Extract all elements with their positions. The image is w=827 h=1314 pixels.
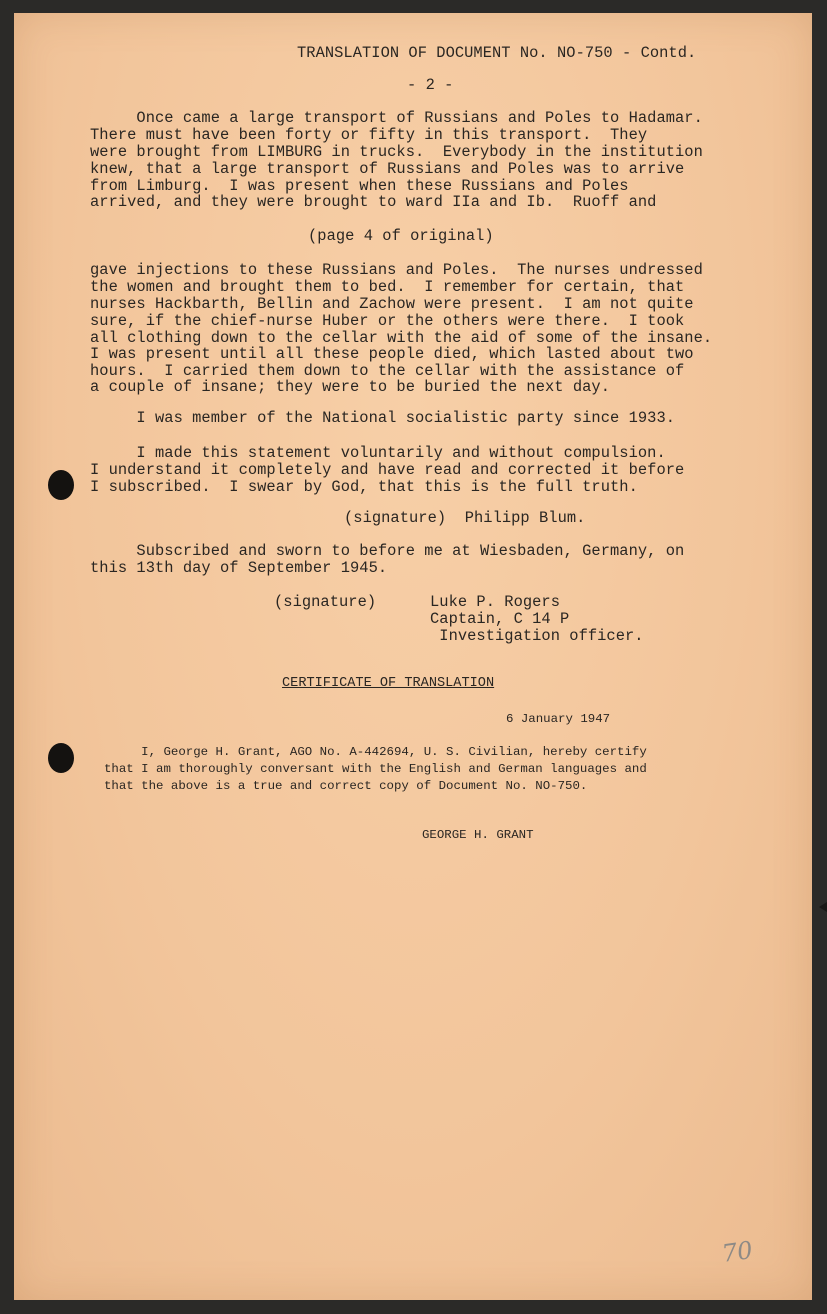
text-line: that I am thoroughly conversant with the English and German languages and bbox=[104, 762, 647, 776]
translator-signature: GEORGE H. GRANT bbox=[422, 828, 534, 842]
punch-hole-icon bbox=[48, 743, 74, 773]
text-line: nurses Hackbarth, Bellin and Zachow were present. I am not quite bbox=[90, 295, 694, 313]
pencil-page-number: 70 bbox=[720, 1236, 755, 1268]
text-line: There must have been forty or fifty in this transport. They bbox=[90, 126, 648, 144]
text-line: were brought from LIMBURG in trucks. Everybody in the institution bbox=[90, 143, 703, 161]
party-statement: I was member of the National socialistic party since 1933. bbox=[90, 409, 676, 427]
document-page bbox=[14, 13, 812, 1300]
officer-rank: Captain, C 14 P bbox=[430, 610, 570, 628]
text-line: that the above is a true and correct copy of Document No. NO-750. bbox=[104, 779, 588, 793]
clip-mark-icon bbox=[819, 902, 827, 912]
page-marker: (page 4 of original) bbox=[308, 227, 494, 245]
text-line: the women and brought them to bed. I remember for certain, that bbox=[90, 278, 685, 296]
text-line: a couple of insane; they were to be buried the next day. bbox=[90, 378, 611, 396]
text-line: all clothing down to the cellar with the aid of some of the insane. bbox=[90, 329, 713, 347]
text-line: I subscribed. I swear by God, that this is the full truth. bbox=[90, 478, 638, 496]
text-line: I was present until all these people died, which lasted about two bbox=[90, 345, 694, 363]
officer-signature-label: (signature) bbox=[274, 593, 377, 611]
text-line: from Limburg. I was present when these Russians and Poles bbox=[90, 177, 629, 195]
text-line: this 13th day of September 1945. bbox=[90, 559, 388, 577]
text-line: Once came a large transport of Russians and Poles to Hadamar. bbox=[90, 109, 703, 127]
text-line: knew, that a large transport of Russians and Poles was to arrive bbox=[90, 160, 685, 178]
text-line: gave injections to these Russians and Poles. The nurses undressed bbox=[90, 261, 703, 279]
certificate-date: 6 January 1947 bbox=[506, 712, 611, 726]
document-title: TRANSLATION OF DOCUMENT No. NO-750 - Contd. bbox=[297, 44, 697, 62]
page-number: - 2 - bbox=[407, 76, 454, 94]
officer-name: Luke P. Rogers bbox=[430, 593, 561, 611]
text-line: I made this statement voluntarily and without compulsion. bbox=[90, 444, 666, 462]
text-line: sure, if the chief-nurse Huber or the others were there. I took bbox=[90, 312, 685, 330]
text-line: I, George H. Grant, AGO No. A-442694, U. S. Civilian, hereby certify bbox=[104, 745, 647, 759]
punch-hole-icon bbox=[48, 470, 74, 500]
signature-blum: (signature) Philipp Blum. bbox=[344, 509, 586, 527]
text-line: hours. I carried them down to the cellar with the assistance of bbox=[90, 362, 685, 380]
text-line: Subscribed and sworn to before me at Wiesbaden, Germany, on bbox=[90, 542, 685, 560]
certificate-title: CERTIFICATE OF TRANSLATION bbox=[282, 676, 495, 691]
text-line: arrived, and they were brought to ward IIa and Ib. Ruoff and bbox=[90, 193, 657, 211]
text-line: I understand it completely and have read and corrected it before bbox=[90, 461, 685, 479]
officer-role: Investigation officer. bbox=[430, 627, 644, 645]
